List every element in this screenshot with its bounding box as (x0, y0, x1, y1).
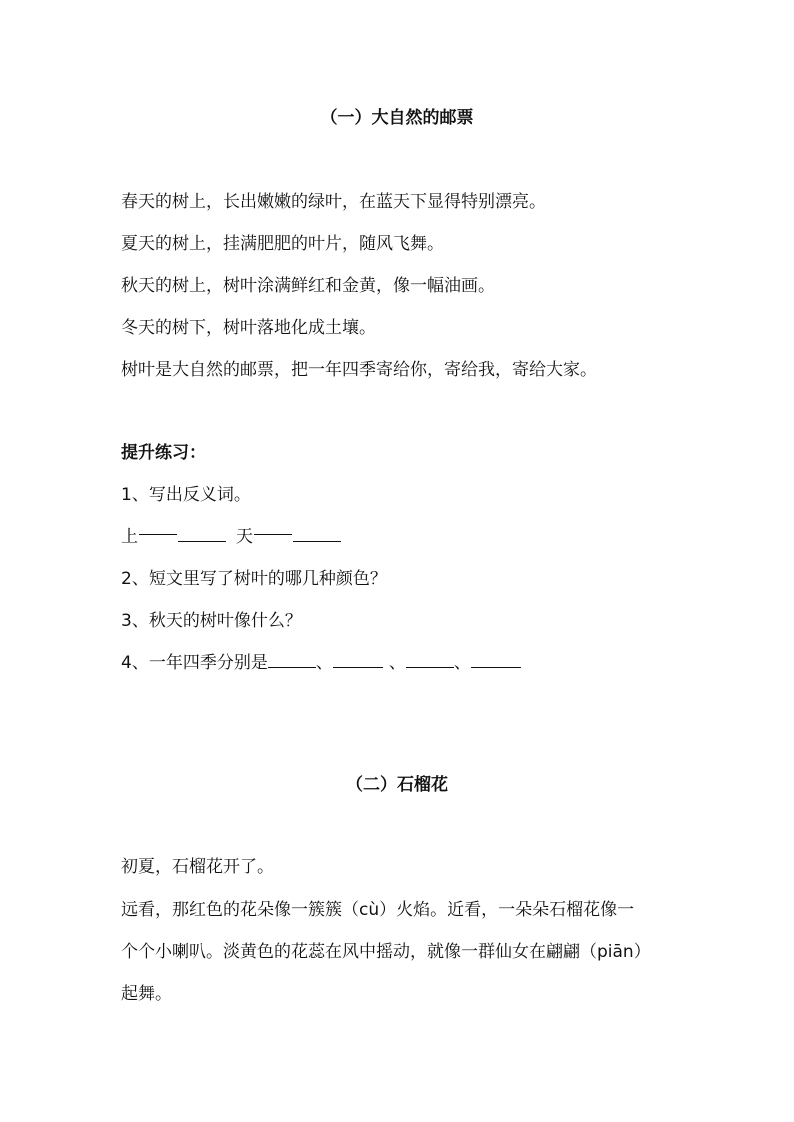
answer-blank-antonym-1[interactable] (178, 525, 226, 542)
section-1-title: （一）大自然的邮票 (320, 108, 474, 128)
separator-3: 、 (453, 653, 471, 673)
antonym-dash-1 (139, 534, 177, 535)
passage-1-line-5: 树叶是大自然的邮票，把一年四季寄给你，寄给我，寄给大家。 (121, 360, 597, 380)
answer-blank-season-3[interactable] (406, 651, 454, 668)
passage-2-line-1: 初夏，石榴花开了。 (121, 857, 274, 877)
answer-blank-season-1[interactable] (268, 651, 316, 668)
passage-1-line-2: 夏天的树上，挂满肥肥的叶片，随风飞舞。 (121, 234, 444, 254)
separator-2: 、 (388, 653, 406, 673)
question-4-text: 4、一年四季分别是 (121, 653, 268, 673)
question-1: 1、写出反义词。 (121, 485, 251, 505)
answer-blank-antonym-2[interactable] (293, 525, 341, 542)
question-2: 2、短文里写了树叶的哪几种颜色？ (121, 569, 387, 589)
passage-2-line-3: 个个小喇叭。淡黄色的花蕊在风中摇动，就像一群仙女在翩翩（piān） (121, 942, 651, 962)
answer-blank-season-4[interactable] (471, 651, 521, 668)
passage-1-line-3: 秋天的树上，树叶涂满鲜红和金黄，像一幅油画。 (121, 276, 495, 296)
passage-2-line-4: 起舞。 (121, 984, 172, 1004)
question-3: 3、秋天的树叶像什么？ (121, 611, 302, 631)
separator-1: 、 (315, 653, 333, 673)
antonym-word-up: 上 (121, 527, 138, 547)
passage-1-line-1: 春天的树上，长出嫩嫩的绿叶，在蓝天下显得特别漂亮。 (121, 192, 546, 212)
exercise-heading: 提升练习： (121, 443, 206, 463)
passage-2-line-2: 远看，那红色的花朵像一簇簇（cù）火焰。近看，一朵朵石榴花像一 (121, 900, 635, 920)
section-2-title: （二）石榴花 (346, 775, 448, 795)
passage-1-line-4: 冬天的树下，树叶落地化成土壤。 (121, 318, 376, 338)
antonym-word-sky: 天 (236, 527, 253, 547)
answer-blank-season-2[interactable] (333, 651, 383, 668)
antonym-row (121, 525, 341, 549)
question-4 (121, 651, 521, 675)
antonym-dash-2 (254, 534, 292, 535)
